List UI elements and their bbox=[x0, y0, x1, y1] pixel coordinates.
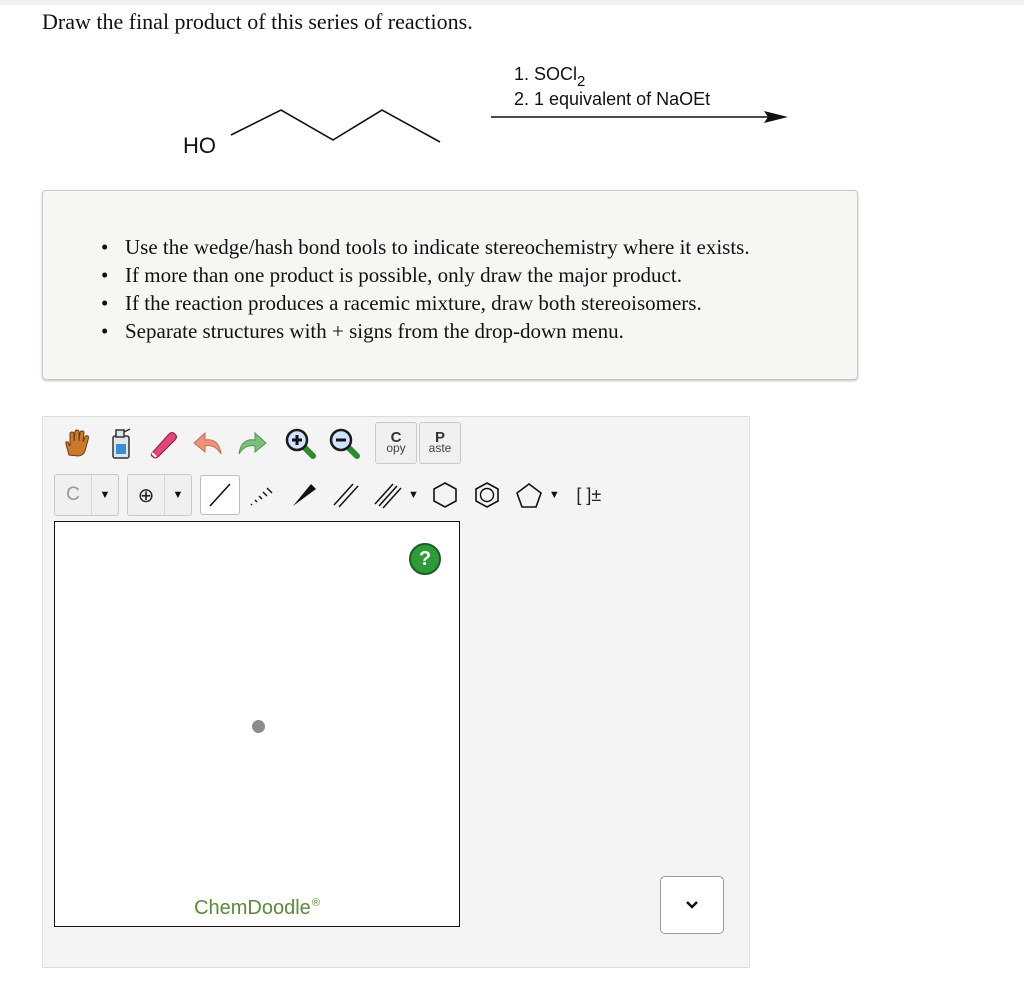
redo-icon bbox=[235, 428, 269, 458]
paste-label: P aste bbox=[428, 429, 452, 455]
reaction-scheme bbox=[0, 0, 1024, 190]
wedge-bond-button[interactable] bbox=[284, 475, 324, 515]
cyclohexane-button[interactable] bbox=[425, 475, 465, 515]
hand-icon bbox=[60, 427, 92, 459]
clear-button[interactable] bbox=[99, 422, 141, 464]
zoom-in-icon bbox=[283, 426, 317, 460]
instruction-item: • Use the wedge/hash bond tools to indicate stereochemistry where it exists. bbox=[125, 233, 750, 261]
copy-button[interactable] bbox=[375, 422, 417, 464]
charge-plus-icon: ⊕ bbox=[128, 475, 165, 515]
cyclopentane-icon bbox=[514, 480, 544, 510]
chevron-down-icon[interactable]: ▼ bbox=[548, 489, 560, 501]
benzene-button[interactable] bbox=[467, 475, 507, 515]
reagent-step-1: 1. SOCl$_2$ bbox=[514, 64, 586, 90]
cyclohexane-icon bbox=[430, 480, 460, 510]
bracket-label: [ ]± bbox=[576, 484, 602, 505]
undo-button[interactable] bbox=[187, 422, 229, 464]
chevron-down-icon[interactable]: ▼ bbox=[408, 489, 419, 501]
help-button[interactable]: ? bbox=[409, 543, 441, 575]
single-bond-icon bbox=[205, 480, 235, 510]
eraser-button[interactable] bbox=[143, 422, 185, 464]
benzene-icon bbox=[472, 480, 502, 510]
zoom-out-button[interactable] bbox=[323, 422, 365, 464]
separator-select[interactable] bbox=[660, 876, 724, 934]
hash-bond-button[interactable] bbox=[242, 475, 282, 515]
wedge-bond-icon bbox=[289, 480, 319, 510]
drawing-canvas[interactable] bbox=[54, 521, 460, 927]
paste-button[interactable] bbox=[419, 422, 461, 464]
copy-label: C opy bbox=[386, 429, 406, 455]
charge-dropdown[interactable] bbox=[127, 474, 192, 516]
question-text: Draw the final product of this series of reactions. bbox=[42, 9, 473, 34]
hash-bond-icon bbox=[247, 480, 277, 510]
atom-dropdown[interactable] bbox=[54, 474, 119, 516]
hand-tool-button[interactable] bbox=[55, 422, 97, 464]
instruction-item: • If more than one product is possible, only draw the major product. bbox=[125, 261, 750, 289]
double-bond-button[interactable] bbox=[326, 475, 366, 515]
chemdoodle-brand: ChemDoodle® bbox=[194, 897, 320, 919]
toolbar-row-1 bbox=[55, 422, 463, 464]
reagent-step-2: 2. 1 equivalent of NaOEt bbox=[514, 89, 711, 109]
zoom-in-button[interactable] bbox=[279, 422, 321, 464]
clear-icon bbox=[105, 426, 135, 460]
redo-button[interactable] bbox=[231, 422, 273, 464]
cyclopentane-button[interactable] bbox=[509, 475, 549, 515]
zoom-out-icon bbox=[327, 426, 361, 460]
instruction-item: • If the reaction produces a racemic mixture, draw both stereoisomers. bbox=[125, 289, 750, 317]
chevron-down-icon[interactable]: ▼ bbox=[99, 489, 111, 501]
reactant-ho-label: HO bbox=[183, 133, 216, 158]
instructions-list bbox=[125, 233, 750, 345]
drawing-editor bbox=[42, 416, 750, 968]
reactant-skeleton bbox=[231, 110, 440, 142]
canvas-cursor-dot bbox=[252, 720, 265, 733]
atom-label: C bbox=[55, 475, 92, 515]
triple-bond-button[interactable] bbox=[368, 475, 408, 515]
single-bond-button[interactable] bbox=[200, 475, 240, 515]
instructions-panel bbox=[42, 190, 858, 380]
chevron-down-icon[interactable]: ▼ bbox=[172, 489, 184, 501]
undo-icon bbox=[191, 428, 225, 458]
bracket-charge-button[interactable] bbox=[566, 475, 612, 515]
double-bond-icon bbox=[331, 480, 361, 510]
toolbar-row-2 bbox=[54, 474, 614, 516]
triple-bond-icon bbox=[373, 480, 403, 510]
chevron-down-icon bbox=[685, 900, 699, 910]
instruction-item: • Separate structures with + signs from the drop-down menu. bbox=[125, 317, 750, 345]
eraser-icon bbox=[147, 426, 181, 460]
